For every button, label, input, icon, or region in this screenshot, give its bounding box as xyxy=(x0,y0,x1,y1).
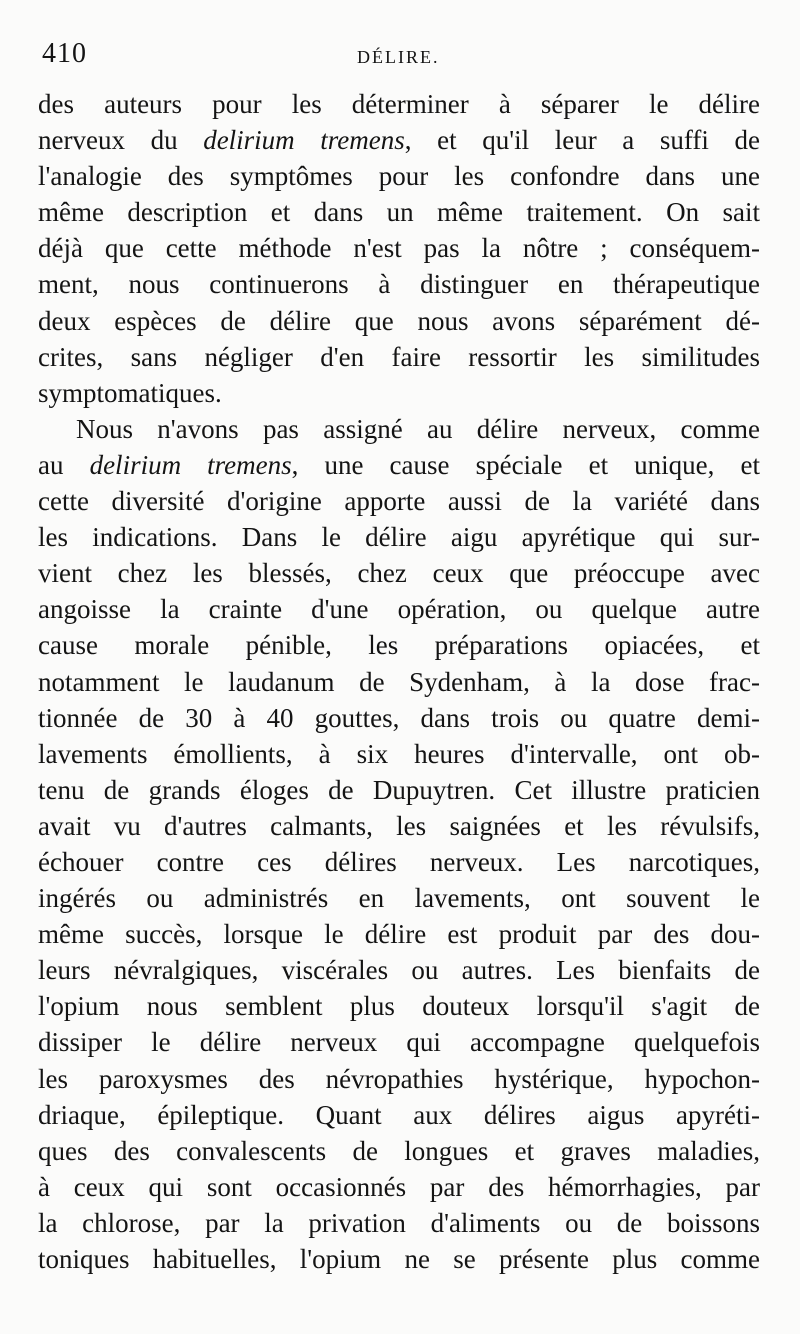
text-line: ment, nous continuerons à distinguer en thérapeutique xyxy=(38,269,760,300)
text-line: l'opium nous semblent plus douteux lorsqu'il s'agit de xyxy=(38,991,760,1022)
page-number: 410 xyxy=(42,38,87,69)
text-line: deux espèces de délire que nous avons séparément dé- xyxy=(38,305,760,336)
text-line: déjà que cette méthode n'est pas la nôtre ; conséquem- xyxy=(38,233,760,264)
text-line: les paroxysmes des névropathies hystérique, hypochon- xyxy=(38,1063,760,1094)
text-line: des auteurs pour les déterminer à séparer le délire xyxy=(38,89,760,119)
text-line: lavements émollients, à six heures d'intervalle, ont ob- xyxy=(38,738,760,769)
text-line: même description et dans un même traitement. On sait xyxy=(38,197,760,228)
text-line: nerveux du delirium tremens, et qu'il leur a suffi de xyxy=(38,125,760,156)
text-line: avait vu d'autres calmants, les saignées et les révulsifs, xyxy=(38,810,760,841)
page-body xyxy=(38,86,760,1277)
text-line: notamment le laudanum de Sydenham, à la dose frac- xyxy=(38,666,760,697)
paragraph xyxy=(38,86,760,411)
italic-term: delirium tremens xyxy=(203,125,405,156)
text-line: à ceux qui sont occasionnés par des hémorrhagies, par xyxy=(38,1171,760,1202)
text-line: driaque, épileptique. Quant aux délires aigus apyréti- xyxy=(38,1099,760,1130)
text-line: tenu de grands éloges de Dupuytren. Cet illustre praticien xyxy=(38,774,760,805)
text-line: cette diversité d'origine apporte aussi de la variété dans xyxy=(38,486,760,517)
text-line: cause morale pénible, les préparations opiacées, et xyxy=(38,630,760,661)
text-line: Nous n'avons pas assigné au délire nerveux, comme xyxy=(76,413,760,444)
text-line: au delirium tremens, une cause spéciale et unique, et xyxy=(38,449,760,480)
paragraph xyxy=(38,411,760,1277)
text-line: angoisse la crainte d'une opération, ou quelque autre xyxy=(38,594,760,625)
text-line: les indications. Dans le délire aigu apyrétique qui sur- xyxy=(38,522,760,553)
page-header xyxy=(42,38,758,78)
text-line: la chlorose, par la privation d'aliments ou de boissons xyxy=(38,1207,760,1238)
text-line: vient chez les blessés, chez ceux que préoccupe avec xyxy=(38,558,760,589)
text-line: tionnée de 30 à 40 gouttes, dans trois ou quatre demi- xyxy=(38,702,760,733)
text-line: symptomatiques. xyxy=(38,377,222,408)
text-line: même succès, lorsque le délire est produit par des dou- xyxy=(38,919,760,950)
text-line: dissiper le délire nerveux qui accompagne quelquefois xyxy=(38,1027,760,1058)
text-line: l'analogie des symptômes pour les confondre dans une xyxy=(38,161,760,192)
text-line: crites, sans négliger d'en faire ressortir les similitudes xyxy=(38,341,760,372)
text-line: toniques habituelles, l'opium ne se présente plus comme xyxy=(38,1244,760,1274)
text-line: leurs névralgiques, viscérales ou autres. Les bienfaits de xyxy=(38,955,760,986)
text-line: ques des convalescents de longues et graves maladies, xyxy=(38,1135,760,1166)
text-line: ingérés ou administrés en lavements, ont souvent le xyxy=(38,883,760,914)
running-head: DÉLIRE. xyxy=(357,47,440,67)
italic-term: delirium tremens xyxy=(89,449,292,480)
text-line: échouer contre ces délires nerveux. Les narcotiques, xyxy=(38,846,760,877)
